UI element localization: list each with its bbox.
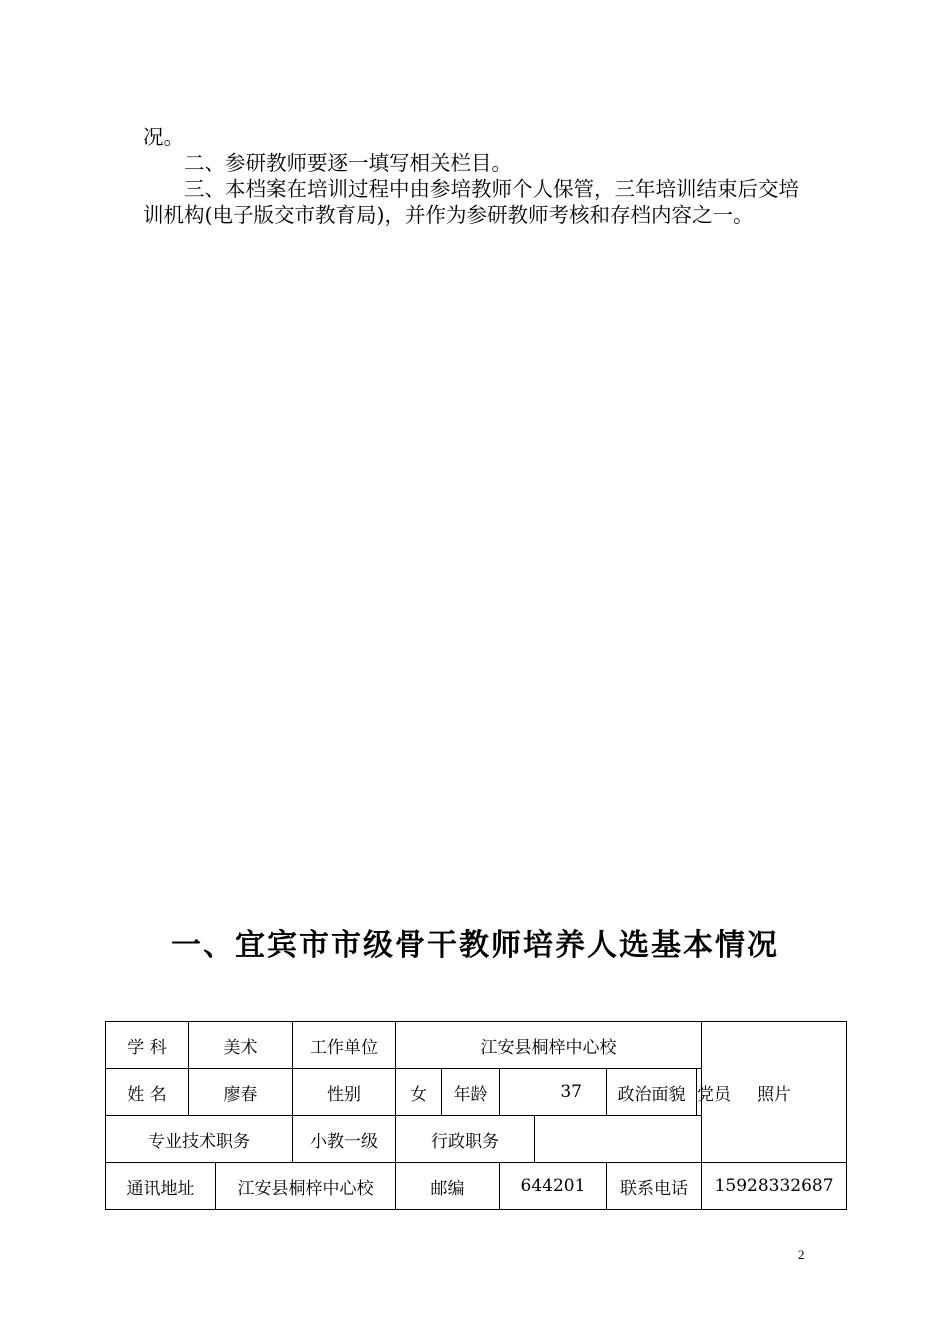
political-status-label: 政治面貌 bbox=[607, 1069, 697, 1116]
political-status-value: 党员 bbox=[697, 1069, 702, 1116]
table-row bbox=[106, 1163, 847, 1210]
instruction-item-3: 三、本档案在培训过程中由参培教师个人保管，三年培训结束后交培训机构(电子版交市教育局)，并作为参研教师考核和存档内容之一。 bbox=[143, 177, 799, 227]
professional-title-label: 专业技术职务 bbox=[106, 1116, 293, 1163]
table-row bbox=[106, 1022, 847, 1069]
admin-position-value bbox=[535, 1116, 702, 1163]
zip-code-label: 邮编 bbox=[396, 1163, 500, 1210]
age-value: 37 bbox=[500, 1069, 607, 1116]
age-label: 年龄 bbox=[442, 1069, 500, 1116]
zip-code-value: 644201 bbox=[500, 1163, 607, 1210]
photo-cell: 照片 bbox=[702, 1022, 847, 1163]
subject-label: 学 科 bbox=[106, 1022, 189, 1069]
phone-label: 联系电话 bbox=[607, 1163, 702, 1210]
gender-value: 女 bbox=[396, 1069, 442, 1116]
admin-position-label: 行政职务 bbox=[396, 1116, 535, 1163]
subject-value: 美术 bbox=[189, 1022, 293, 1069]
page-number: 2 bbox=[798, 1247, 805, 1262]
instruction-item-2: 二、参研教师要逐一填写相关栏目。 bbox=[184, 151, 512, 175]
work-unit-label: 工作单位 bbox=[293, 1022, 396, 1069]
instruction-line-continued: 况。 bbox=[143, 125, 184, 149]
address-value: 江安县桐梓中心校 bbox=[216, 1163, 396, 1210]
phone-value: 15928332687 bbox=[702, 1163, 847, 1210]
basic-info-table bbox=[105, 1021, 847, 1210]
work-unit-value: 江安县桐梓中心校 bbox=[396, 1022, 702, 1069]
name-label: 姓 名 bbox=[106, 1069, 189, 1116]
professional-title-value: 小教一级 bbox=[293, 1116, 396, 1163]
gender-label: 性别 bbox=[293, 1069, 396, 1116]
section-title: 一、宜宾市市级骨干教师培养人选基本情况 bbox=[171, 928, 779, 963]
instructions-text bbox=[143, 124, 815, 228]
address-label: 通讯地址 bbox=[106, 1163, 216, 1210]
name-value: 廖春 bbox=[189, 1069, 293, 1116]
